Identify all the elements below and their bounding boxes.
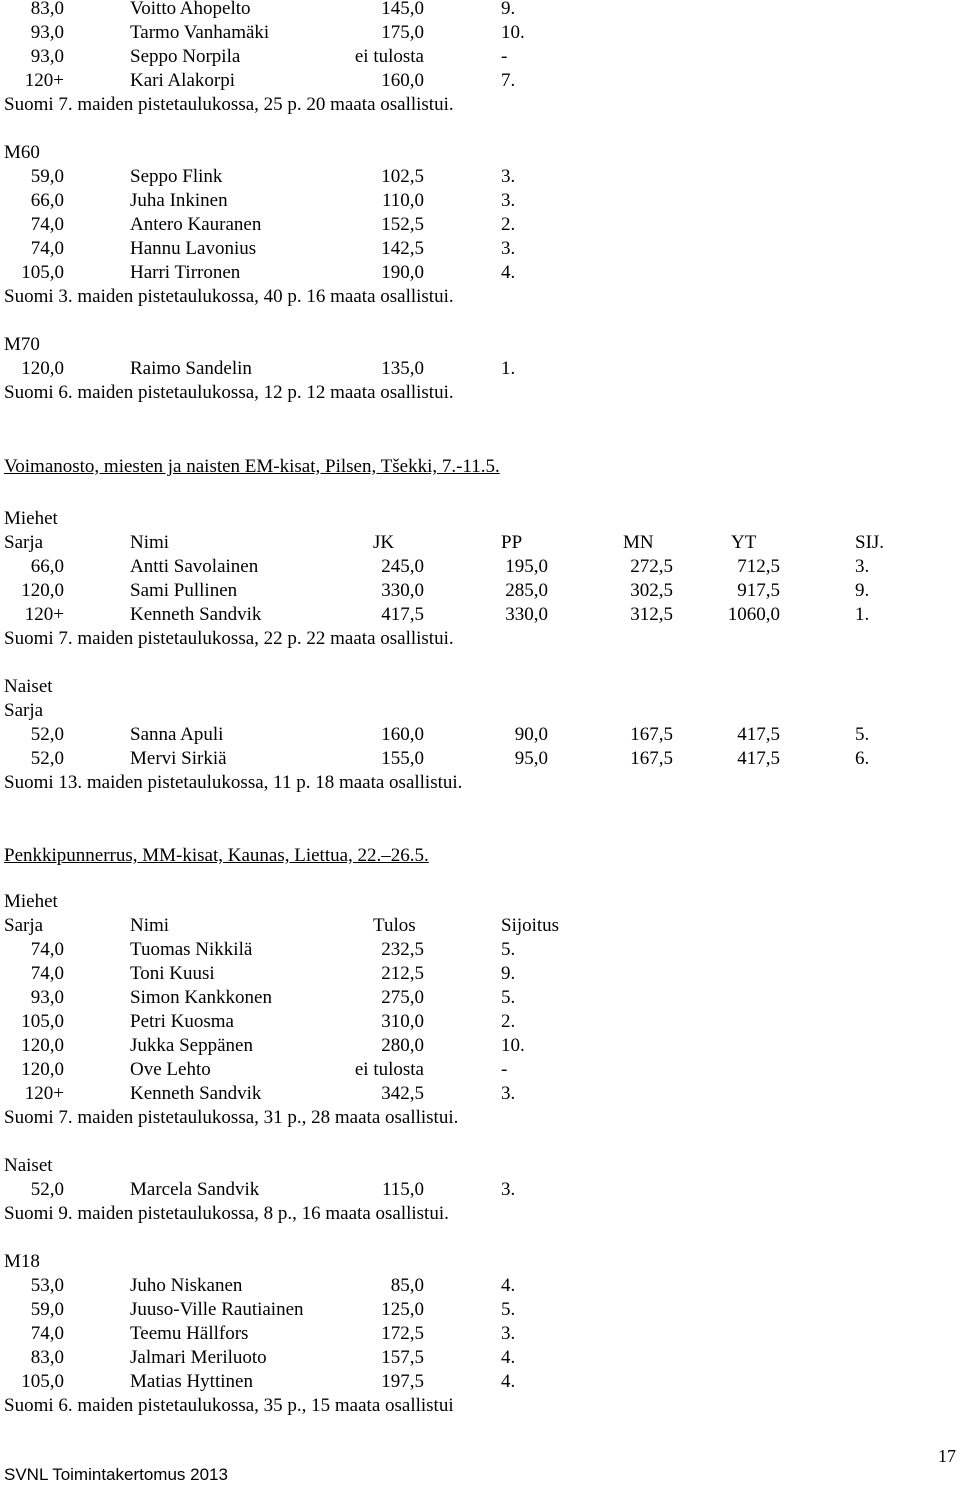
table-row	[4, 1370, 954, 1394]
table-cell: 59,0	[30, 1299, 64, 1320]
table-cell: 74,0	[30, 963, 64, 984]
table-cell: 105,0	[21, 1371, 64, 1392]
table-cell: -	[501, 1059, 508, 1080]
table-cell: 3.	[855, 556, 870, 577]
table-cell: 310,0	[381, 1011, 424, 1032]
table-cell: 1.	[501, 358, 516, 379]
category-title: Miehet	[4, 891, 58, 912]
table-cell: 5.	[855, 724, 870, 745]
table-row	[4, 986, 954, 1010]
table-cell: Harri Tirronen	[130, 262, 241, 283]
table-cell: 9.	[501, 0, 516, 19]
summary-text: Suomi 3. maiden pistetaulukossa, 40 p. 16 maata osallistui.	[4, 286, 454, 307]
table-cell: 167,5	[630, 724, 673, 745]
table-cell: 135,0	[381, 358, 424, 379]
table-cell: 6.	[855, 748, 870, 769]
table-row	[4, 1274, 954, 1298]
table-cell: 110,0	[381, 190, 424, 211]
column-header: Tulos	[373, 915, 416, 936]
table-cell: Toni Kuusi	[130, 963, 215, 984]
table-cell: 3.	[501, 166, 516, 187]
column-header: JK	[373, 532, 395, 553]
table-cell: 83,0	[30, 0, 64, 19]
table-cell: 74,0	[30, 214, 64, 235]
column-header: MN	[623, 532, 654, 553]
table-row	[4, 213, 954, 237]
table-cell: 232,5	[381, 939, 424, 960]
table-row	[4, 962, 954, 986]
table-cell: Seppo Norpila	[130, 46, 241, 67]
column-header: Sijoitus	[501, 915, 560, 936]
table-cell: 3.	[501, 1179, 516, 1200]
table-cell: 90,0	[514, 724, 548, 745]
column-header: Sarja	[4, 532, 44, 553]
table-cell: 160,0	[381, 724, 424, 745]
table-cell: 52,0	[30, 724, 64, 745]
category-title: Naiset	[4, 1155, 53, 1176]
table-cell: 120,0	[21, 1035, 64, 1056]
table-cell: 155,0	[381, 748, 424, 769]
table-row	[4, 1298, 954, 1322]
table-cell: 120,0	[21, 1059, 64, 1080]
table-cell: Kenneth Sandvik	[130, 604, 262, 625]
table-cell: 285,0	[505, 580, 548, 601]
table-cell: 93,0	[30, 22, 64, 43]
table-cell: Kari Alakorpi	[130, 70, 236, 91]
table-cell: 712,5	[737, 556, 780, 577]
summary-text: Suomi 6. maiden pistetaulukossa, 12 p. 12 maata osallistui.	[4, 382, 454, 403]
table-cell: Kenneth Sandvik	[130, 1083, 262, 1104]
category-title: M60	[4, 142, 40, 163]
table-cell: 1060,0	[727, 604, 780, 625]
table-header-row	[4, 914, 954, 938]
table-cell: 74,0	[30, 238, 64, 259]
summary-text: Suomi 7. maiden pistetaulukossa, 22 p. 22 maata osallistui.	[4, 628, 454, 649]
footer-text: SVNL Toimintakertomus 2013	[4, 1465, 228, 1484]
table-cell: Sanna Apuli	[130, 724, 224, 745]
table-cell: 120,0	[21, 580, 64, 601]
table-cell: 120+	[24, 1083, 64, 1104]
table-cell: 272,5	[630, 556, 673, 577]
table-row	[4, 1010, 954, 1034]
table-cell: 197,5	[381, 1371, 424, 1392]
table-cell: Seppo Flink	[130, 166, 223, 187]
table-row	[4, 237, 954, 261]
table-cell: 125,0	[381, 1299, 424, 1320]
table-cell: ei tulosta	[354, 46, 424, 67]
table-header-row	[4, 531, 954, 555]
section-heading: Penkkipunnerrus, MM-kisat, Kaunas, Liettua, 22.–26.5.	[4, 845, 429, 866]
table-cell: Ove Lehto	[130, 1059, 211, 1080]
table-cell: 152,5	[381, 214, 424, 235]
table-cell: Jukka Seppänen	[130, 1035, 253, 1056]
summary-text: Suomi 13. maiden pistetaulukossa, 11 p. 18 maata osallistui.	[4, 772, 463, 793]
table-cell: 5.	[501, 1299, 516, 1320]
table-row	[4, 579, 954, 603]
table-cell: Juuso-Ville Rautiainen	[130, 1299, 304, 1320]
table-cell: 10.	[501, 22, 525, 43]
column-header: SIJ.	[855, 532, 885, 553]
table-cell: Juha Inkinen	[130, 190, 228, 211]
table-cell: 102,5	[381, 166, 424, 187]
summary-text: Suomi 9. maiden pistetaulukossa, 8 p., 16 maata osallistui.	[4, 1203, 449, 1224]
table-cell: 9.	[501, 963, 516, 984]
table-row	[4, 1178, 954, 1202]
table-cell: Juho Niskanen	[130, 1275, 243, 1296]
table-cell: 10.	[501, 1035, 525, 1056]
table-cell: 2.	[501, 1011, 516, 1032]
table-cell: 417,5	[737, 748, 780, 769]
table-cell: 66,0	[30, 190, 64, 211]
table-cell: 120+	[24, 70, 64, 91]
table-cell: ei tulosta	[354, 1059, 424, 1080]
table-cell: Antti Savolainen	[130, 556, 259, 577]
table-cell: 93,0	[30, 987, 64, 1008]
table-cell: 2.	[501, 214, 516, 235]
table-cell: 142,5	[381, 238, 424, 259]
summary-text: Suomi 7. maiden pistetaulukossa, 25 p. 20 maata osallistui.	[4, 94, 454, 115]
category-title: M18	[4, 1251, 40, 1272]
table-cell: 105,0	[21, 1011, 64, 1032]
table-cell: 342,5	[381, 1083, 424, 1104]
table-cell: 105,0	[21, 262, 64, 283]
table-cell: 7.	[501, 70, 516, 91]
column-header: Sarja	[4, 915, 44, 936]
table-cell: 4.	[501, 1371, 516, 1392]
table-cell: 417,5	[381, 604, 424, 625]
table-cell: 4.	[501, 1347, 516, 1368]
column-header: PP	[501, 532, 523, 553]
table-cell: Hannu Lavonius	[130, 238, 257, 259]
table-row	[4, 747, 954, 771]
table-cell: 172,5	[381, 1323, 424, 1344]
table-row	[4, 21, 954, 45]
table-cell: 66,0	[30, 556, 64, 577]
table-cell: 417,5	[737, 724, 780, 745]
table-cell: 157,5	[381, 1347, 424, 1368]
column-header: Nimi	[130, 532, 170, 553]
table-cell: 330,0	[505, 604, 548, 625]
table-cell: Voitto Ahopelto	[130, 0, 251, 19]
table-cell: 245,0	[381, 556, 424, 577]
table-cell: 53,0	[30, 1275, 64, 1296]
table-cell: 3.	[501, 1323, 516, 1344]
table-cell: 5.	[501, 987, 516, 1008]
table-cell: 330,0	[381, 580, 424, 601]
table-cell: 52,0	[30, 1179, 64, 1200]
table-cell: 160,0	[381, 70, 424, 91]
summary-text: Suomi 7. maiden pistetaulukossa, 31 p., 28 maata osallistui.	[4, 1107, 459, 1128]
category-title: M70	[4, 334, 40, 355]
table-row	[4, 0, 954, 21]
table-row	[4, 723, 954, 747]
table-cell: 93,0	[30, 46, 64, 67]
table-cell: 59,0	[30, 166, 64, 187]
table-cell: 3.	[501, 190, 516, 211]
table-cell: 190,0	[381, 262, 424, 283]
section-heading: Voimanosto, miesten ja naisten EM-kisat, Pilsen, Tšekki, 7.-11.5.	[4, 456, 500, 477]
table-cell: 85,0	[390, 1275, 424, 1296]
table-row	[4, 603, 954, 627]
table-cell: Marcela Sandvik	[130, 1179, 260, 1200]
table-cell: 3.	[501, 238, 516, 259]
table-cell: 1.	[855, 604, 870, 625]
table-cell: Simon Kankkonen	[130, 987, 272, 1008]
table-cell: 145,0	[381, 0, 424, 19]
table-row	[4, 1346, 954, 1370]
table-row	[4, 1322, 954, 1346]
table-row	[4, 1082, 954, 1106]
table-cell: 5.	[501, 939, 516, 960]
table-row	[4, 1034, 954, 1058]
table-cell: 917,5	[737, 580, 780, 601]
table-cell: 120,0	[21, 358, 64, 379]
table-cell: 195,0	[505, 556, 548, 577]
table-cell: Teemu Hällfors	[130, 1323, 249, 1344]
table-cell: Antero Kauranen	[130, 214, 262, 235]
table-cell: 95,0	[514, 748, 548, 769]
column-header: Nimi	[130, 915, 170, 936]
table-cell: 302,5	[630, 580, 673, 601]
table-cell: Matias Hyttinen	[130, 1371, 253, 1392]
table-cell: 4.	[501, 262, 516, 283]
table-cell: Jalmari Meriluoto	[130, 1347, 267, 1368]
table-cell: 212,5	[381, 963, 424, 984]
category-title: Miehet	[4, 508, 58, 529]
table-cell: Sami Pullinen	[130, 580, 238, 601]
table-row	[4, 261, 954, 285]
table-cell: 312,5	[630, 604, 673, 625]
table-cell: 275,0	[381, 987, 424, 1008]
table-row	[4, 189, 954, 213]
table-cell: 3.	[501, 1083, 516, 1104]
table-cell: 120+	[24, 604, 64, 625]
table-cell: 52,0	[30, 748, 64, 769]
table-row	[4, 555, 954, 579]
table-cell: Mervi Sirkiä	[130, 748, 227, 769]
table-row	[4, 1058, 954, 1082]
table-cell: 175,0	[381, 22, 424, 43]
summary-text: Suomi 6. maiden pistetaulukossa, 35 p., 15 maata osallistui	[4, 1395, 454, 1416]
table-cell: Petri Kuosma	[130, 1011, 234, 1032]
column-header: YT	[731, 532, 757, 553]
table-cell: 167,5	[630, 748, 673, 769]
table-row	[4, 69, 954, 93]
summary-text: Sarja	[4, 700, 44, 721]
table-cell: -	[501, 46, 508, 67]
table-cell: 4.	[501, 1275, 516, 1296]
table-row	[4, 165, 954, 189]
category-title: Naiset	[4, 676, 53, 697]
table-row	[4, 357, 954, 381]
table-cell: 9.	[855, 580, 870, 601]
table-cell: 115,0	[381, 1179, 424, 1200]
table-cell: Tarmo Vanhamäki	[130, 22, 270, 43]
table-cell: 280,0	[381, 1035, 424, 1056]
table-cell: 83,0	[30, 1347, 64, 1368]
table-cell: Raimo Sandelin	[130, 358, 252, 379]
table-cell: 74,0	[30, 1323, 64, 1344]
table-cell: Tuomas Nikkilä	[130, 939, 253, 960]
table-row	[4, 45, 954, 69]
table-cell: 74,0	[30, 939, 64, 960]
page-number: 17	[938, 1446, 956, 1466]
table-row	[4, 938, 954, 962]
